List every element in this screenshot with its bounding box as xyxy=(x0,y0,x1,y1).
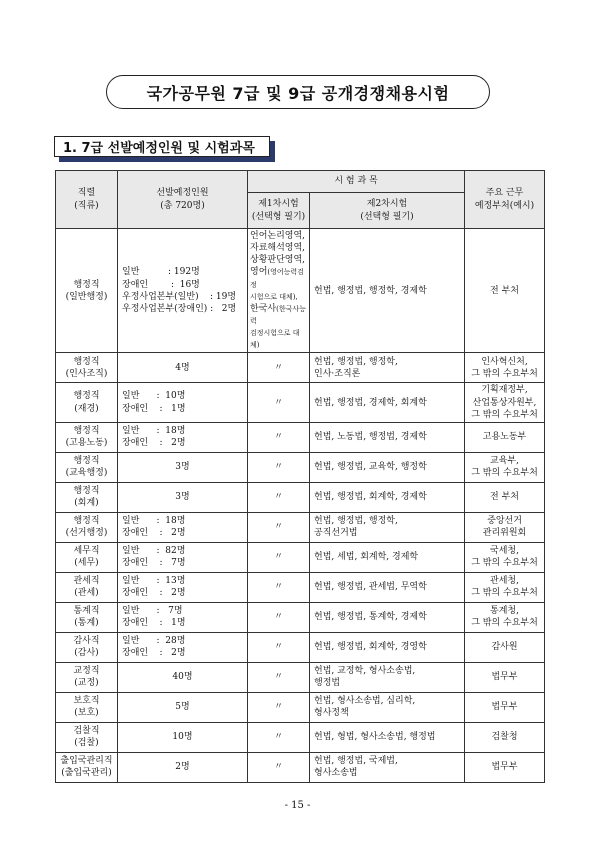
cell-line: 장애인 : 1명 xyxy=(122,618,186,629)
cell-line: (감사) xyxy=(74,648,99,659)
quota-subjects-table xyxy=(55,170,545,783)
cell-line: 법무부 xyxy=(491,672,518,683)
cell-line: 우정사업본부(일반) : 19명 xyxy=(122,291,237,302)
table-row xyxy=(56,752,545,782)
cell-line: 전 부처 xyxy=(490,492,519,503)
cell-line: 장애인 : 2명 xyxy=(122,588,186,599)
first-exam-cell: 〃 xyxy=(248,722,310,752)
dept-cell xyxy=(465,353,545,383)
first-exam-cell: 〃 xyxy=(248,752,310,782)
cell-line: (보호) xyxy=(74,708,99,719)
cell-line: 출입국관리직 xyxy=(60,756,113,767)
dept-cell xyxy=(465,722,545,752)
header-dept: 주요 근무 예정부처(예시) xyxy=(465,171,545,229)
cell-line: 장애인 : 2명 xyxy=(122,648,186,659)
table-row xyxy=(56,602,545,632)
cell-line: 일반 : 7명 xyxy=(122,606,183,617)
header-job: 직렬 (직류) xyxy=(56,171,118,229)
second-exam-cell xyxy=(310,632,465,662)
cell-line: (선거행정) xyxy=(65,528,108,539)
cell-line: 기획재정부, xyxy=(481,385,528,396)
cell-line: (회계) xyxy=(74,498,99,509)
second-exam-cell xyxy=(310,602,465,632)
cell-line: 형사정책 xyxy=(314,708,349,719)
cell-line: 헌법, 형법, 형사소송법, 행정법 xyxy=(314,732,436,743)
first-exam-subject xyxy=(250,254,307,266)
first-exam-subject-note: (한국사능력 xyxy=(250,304,306,325)
table-row xyxy=(56,722,545,752)
table-row xyxy=(56,692,545,722)
job-cell xyxy=(56,632,118,662)
first-exam-cell xyxy=(248,229,310,353)
cell-line: 관세직 xyxy=(73,576,100,587)
first-exam-subject-name: 한국사 xyxy=(250,303,277,314)
cell-line: 통계직 xyxy=(73,606,100,617)
cell-line: 그 밖의 수요부처 xyxy=(471,468,538,479)
cell-line: 법무부 xyxy=(491,702,518,713)
cell-line: 그 밖의 수요부처 xyxy=(471,588,538,599)
cell-line: 교정직 xyxy=(73,666,100,677)
table-row xyxy=(56,229,545,353)
job-cell xyxy=(56,422,118,452)
cell-line: 헌법, 세법, 회계학, 경제학 xyxy=(314,552,419,563)
quota-cell xyxy=(118,602,248,632)
cell-line: 전 부처 xyxy=(490,285,519,296)
cell-line: 헌법, 행정법, 교육학, 행정학 xyxy=(314,462,427,473)
cell-line: (검찰) xyxy=(74,738,99,749)
cell-line: 법무부 xyxy=(491,762,518,773)
dept-cell xyxy=(465,692,545,722)
cell-line: 검찰청 xyxy=(491,732,518,743)
cell-line: 3명 xyxy=(175,462,190,473)
job-cell xyxy=(56,229,118,353)
dept-cell xyxy=(465,662,545,692)
job-cell xyxy=(56,512,118,542)
cell-line: 헌법, 교정학, 형사소송법, xyxy=(314,666,416,677)
dept-cell xyxy=(465,482,545,512)
cell-line: (교육행정) xyxy=(65,468,108,479)
first-exam-subject-name: 상황판단영역, xyxy=(250,255,306,266)
first-exam-subject xyxy=(250,291,307,303)
cell-line: 공직선거법 xyxy=(314,528,358,539)
quota-cell xyxy=(118,692,248,722)
second-exam-cell xyxy=(310,353,465,383)
first-exam-subject-note: 시험으로 대체), xyxy=(250,292,298,301)
first-exam-subject xyxy=(250,230,307,242)
quota-cell xyxy=(118,752,248,782)
section-title: 1. 7급 선발예정인원 및 시험과목 xyxy=(54,136,270,157)
cell-line: (인사조직) xyxy=(65,368,108,379)
quota-cell xyxy=(118,353,248,383)
cell-line: 그 밖의 수요부처 xyxy=(471,368,538,379)
dept-cell xyxy=(465,422,545,452)
cell-line: 감사직 xyxy=(73,636,100,647)
quota-cell xyxy=(118,512,248,542)
cell-line: 산업통상자원부, xyxy=(472,397,537,408)
page-title: 국가공무원 7급 및 9급 공개경쟁채용시험 xyxy=(106,75,490,109)
first-exam-cell: 〃 xyxy=(248,512,310,542)
cell-line: 40명 xyxy=(172,672,193,683)
quota-cell xyxy=(118,422,248,452)
cell-line: 장애인 : 1명 xyxy=(122,403,186,414)
cell-line: 인사·조직론 xyxy=(314,368,361,379)
first-exam-cell: 〃 xyxy=(248,692,310,722)
job-cell xyxy=(56,572,118,602)
table-row xyxy=(56,542,545,572)
header-subjects: 시 험 과 목 xyxy=(248,171,465,193)
header-quota: 선발예정인원 (총 720명) xyxy=(118,171,248,229)
cell-line: (관세) xyxy=(74,588,99,599)
quota-cell xyxy=(118,383,248,422)
second-exam-cell xyxy=(310,572,465,602)
second-exam-cell xyxy=(310,512,465,542)
first-exam-subject xyxy=(250,327,307,351)
cell-line: 그 밖의 수요부처 xyxy=(471,409,538,420)
cell-line: 우정사업본부(장애인) : 2명 xyxy=(122,303,237,314)
cell-line: 행정직 xyxy=(73,516,100,527)
cell-line: 행정법 xyxy=(314,678,341,689)
cell-line: 고용노동부 xyxy=(482,432,527,443)
cell-line: 헌법, 행정법, 관세법, 무역학 xyxy=(314,582,427,593)
cell-line: 2명 xyxy=(175,762,190,773)
cell-line: 검찰직 xyxy=(73,726,100,737)
cell-line: 일반 : 18명 xyxy=(122,516,186,527)
cell-line: 행정직 xyxy=(73,486,100,497)
first-exam-subject-name: 자료해석영역, xyxy=(250,243,306,254)
dept-cell xyxy=(465,383,545,422)
dept-cell xyxy=(465,632,545,662)
second-exam-cell xyxy=(310,452,465,482)
first-exam-cell: 〃 xyxy=(248,662,310,692)
first-exam-subject xyxy=(250,242,307,254)
first-exam-cell: 〃 xyxy=(248,602,310,632)
cell-line: 중앙선거 xyxy=(487,516,522,527)
first-exam-subject-name: 언어논리영역, xyxy=(250,231,306,241)
second-exam-cell xyxy=(310,482,465,512)
cell-line: 세무직 xyxy=(73,546,100,557)
job-cell xyxy=(56,662,118,692)
cell-line: 관세청, xyxy=(490,576,519,587)
cell-line: 형사소송법 xyxy=(314,768,358,779)
cell-line: 일반 : 192명 xyxy=(122,267,200,278)
job-cell xyxy=(56,722,118,752)
dept-cell xyxy=(465,512,545,542)
cell-line: 헌법, 행정법, 회계학, 경영학 xyxy=(314,642,427,653)
cell-line: 일반 : 13명 xyxy=(122,576,186,587)
first-exam-cell: 〃 xyxy=(248,353,310,383)
cell-line: (재경) xyxy=(74,403,99,414)
cell-line: (세무) xyxy=(74,558,99,569)
cell-line: 5명 xyxy=(175,702,190,713)
cell-line: 3명 xyxy=(175,492,190,503)
first-exam-subject xyxy=(250,266,307,290)
cell-line: 그 밖의 수요부처 xyxy=(471,558,538,569)
second-exam-cell xyxy=(310,542,465,572)
cell-line: 교육부, xyxy=(490,456,519,467)
cell-line: 행정직 xyxy=(73,391,100,402)
dept-cell xyxy=(465,602,545,632)
job-cell xyxy=(56,752,118,782)
cell-line: 헌법, 행정법, 통계학, 경제학 xyxy=(314,612,427,623)
cell-line: 헌법, 행정법, 행정학, xyxy=(314,356,398,367)
first-exam-subject-name: 영어 xyxy=(250,267,268,278)
second-exam-cell xyxy=(310,383,465,422)
first-exam-cell: 〃 xyxy=(248,422,310,452)
cell-line: 헌법, 노동법, 행정법, 경제학 xyxy=(314,432,427,443)
first-exam-cell: 〃 xyxy=(248,383,310,422)
table-row xyxy=(56,662,545,692)
cell-line: 일반 : 10명 xyxy=(122,391,186,402)
table-row xyxy=(56,512,545,542)
cell-line: 국세청, xyxy=(490,546,519,557)
job-cell xyxy=(56,383,118,422)
cell-line: (교정) xyxy=(74,678,99,689)
job-cell xyxy=(56,452,118,482)
cell-line: 헌법, 행정법, 회계학, 경제학 xyxy=(314,492,427,503)
job-cell xyxy=(56,482,118,512)
cell-line: 행정직 xyxy=(73,356,100,367)
page-number: - 15 - xyxy=(284,800,311,811)
job-cell xyxy=(56,542,118,572)
dept-cell xyxy=(465,542,545,572)
job-cell xyxy=(56,602,118,632)
cell-line: 헌법, 행정법, 경제학, 회계학 xyxy=(314,397,427,408)
quota-cell xyxy=(118,482,248,512)
cell-line: 헌법, 행정법, 국제법, xyxy=(314,756,398,767)
cell-line: 일반 : 28명 xyxy=(122,636,186,647)
cell-line: 10명 xyxy=(172,732,193,743)
quota-cell xyxy=(118,722,248,752)
first-exam-cell: 〃 xyxy=(248,542,310,572)
cell-line: 보호직 xyxy=(73,696,100,707)
cell-line: 장애인 : 7명 xyxy=(122,558,186,569)
cell-line: 헌법, 행정법, 행정학, xyxy=(314,516,398,527)
cell-line: 인사혁신처, xyxy=(481,356,528,367)
first-exam-cell: 〃 xyxy=(248,572,310,602)
first-exam-cell: 〃 xyxy=(248,452,310,482)
second-exam-cell xyxy=(310,752,465,782)
table-row xyxy=(56,422,545,452)
first-exam-subject xyxy=(250,303,307,327)
cell-line: 일반 : 82명 xyxy=(122,546,186,557)
cell-line: 4명 xyxy=(175,362,190,373)
quota-cell xyxy=(118,542,248,572)
cell-line: (고용노동) xyxy=(65,438,108,449)
dept-cell xyxy=(465,752,545,782)
first-exam-cell: 〃 xyxy=(248,482,310,512)
cell-line: 감사원 xyxy=(491,642,518,653)
first-exam-subject-note: (영어능력검정 xyxy=(250,268,304,289)
second-exam-cell xyxy=(310,722,465,752)
cell-line: (일반행정) xyxy=(65,291,108,302)
dept-cell xyxy=(465,572,545,602)
cell-line: 행정직 xyxy=(73,279,100,290)
table-row xyxy=(56,383,545,422)
header-first-exam: 제1차시험 (선택형 필기) xyxy=(248,193,310,229)
cell-line: 통계청, xyxy=(490,606,519,617)
quota-cell xyxy=(118,632,248,662)
cell-line: 장애인 : 16명 xyxy=(122,279,200,290)
quota-cell xyxy=(118,229,248,353)
job-cell xyxy=(56,692,118,722)
cell-line: 일반 : 18명 xyxy=(122,426,186,437)
second-exam-cell xyxy=(310,229,465,353)
cell-line: 장애인 : 2명 xyxy=(122,438,186,449)
cell-line: 헌법, 형사소송법, 심리학, xyxy=(314,696,416,707)
second-exam-cell xyxy=(310,692,465,722)
job-cell xyxy=(56,353,118,383)
quota-cell xyxy=(118,452,248,482)
table-row xyxy=(56,632,545,662)
quota-cell xyxy=(118,572,248,602)
quota-cell xyxy=(118,662,248,692)
cell-line: 행정직 xyxy=(73,456,100,467)
cell-line: (통계) xyxy=(74,618,99,629)
second-exam-cell xyxy=(310,662,465,692)
cell-line: 장애인 : 2명 xyxy=(122,528,186,539)
table-row xyxy=(56,353,545,383)
second-exam-cell xyxy=(310,422,465,452)
table-header-row xyxy=(56,171,545,193)
cell-line: 그 밖의 수요부처 xyxy=(471,618,538,629)
cell-line: 헌법, 행정법, 행정학, 경제학 xyxy=(314,285,427,296)
dept-cell xyxy=(465,452,545,482)
table-row xyxy=(56,572,545,602)
cell-line: 행정직 xyxy=(73,426,100,437)
cell-line: (출입국관리) xyxy=(61,768,112,779)
first-exam-cell: 〃 xyxy=(248,632,310,662)
section-heading xyxy=(54,136,280,160)
table-row xyxy=(56,482,545,512)
table-row xyxy=(56,452,545,482)
dept-cell xyxy=(465,229,545,353)
header-second-exam: 제2차시험 (선택형 필기) xyxy=(310,193,465,229)
cell-line: 관리위원회 xyxy=(482,528,527,539)
first-exam-subject-note: 검정시험으로 대체) xyxy=(250,329,300,350)
